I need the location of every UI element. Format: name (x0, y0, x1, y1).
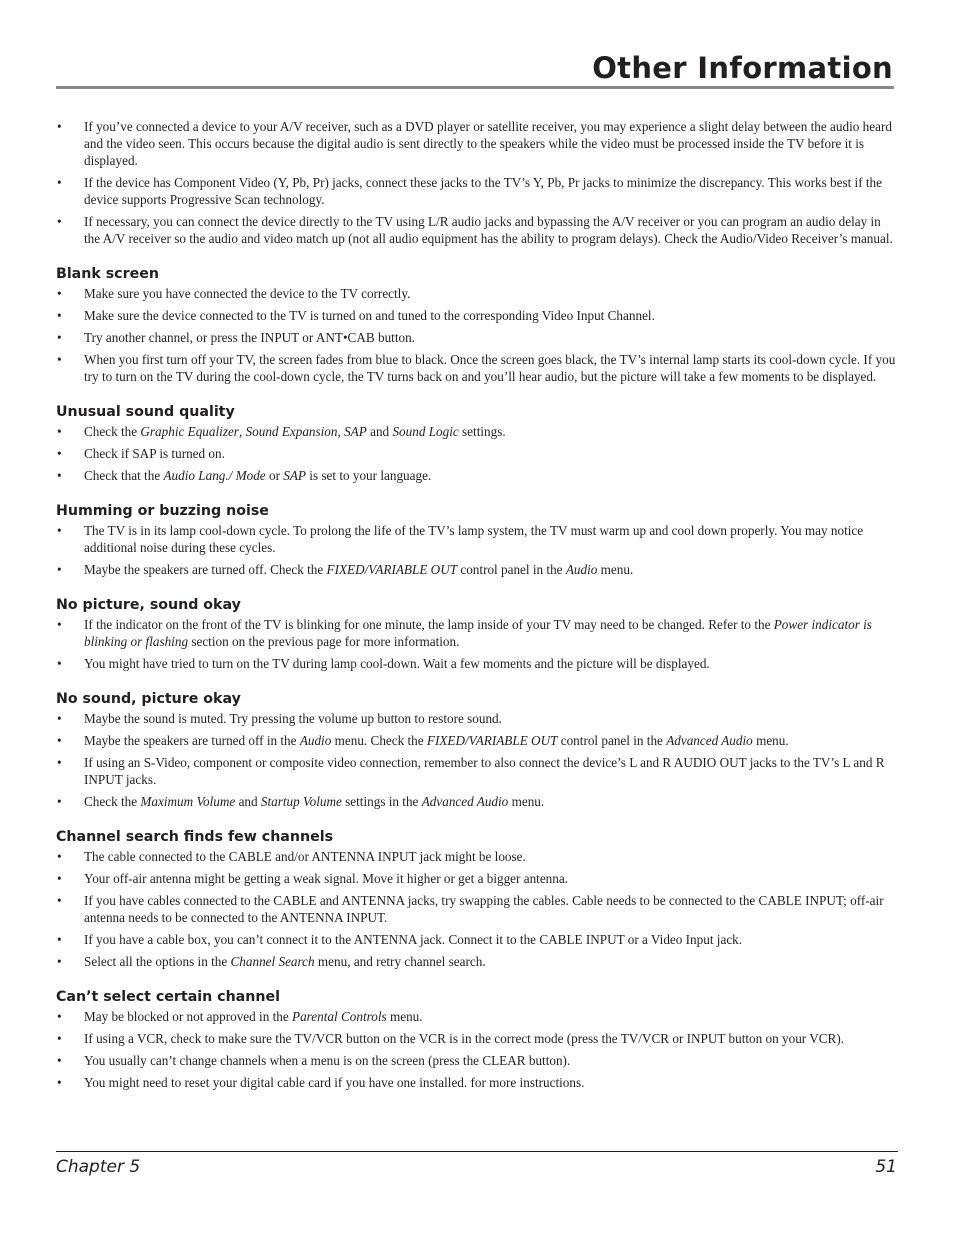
unusual-sound-list (56, 423, 898, 484)
list-item: • Make sure you have connected the device to the TV correctly. (56, 285, 898, 302)
list-item: • You might need to reset your digital cable card if you have one installed. for more instructions. (56, 1074, 898, 1091)
footer-divider (56, 1151, 898, 1152)
title-divider (56, 86, 894, 89)
page-content (56, 118, 898, 1096)
list-item: • If you have a cable box, you can’t connect it to the ANTENNA jack. Connect it to the CABLE INPUT or a Video Input jack. (56, 931, 898, 948)
no-sound-list (56, 710, 898, 810)
list-item: • You usually can’t change channels when a menu is on the screen (press the CLEAR button). (56, 1052, 898, 1069)
intro-list (56, 118, 898, 247)
humming-list (56, 522, 898, 578)
list-item: • Maybe the speakers are turned off in the Audio menu. Check the FIXED/VARIABLE OUT control panel in the Advanced Audio menu. (56, 732, 898, 749)
section-heading-unusual-sound: Unusual sound quality (56, 404, 235, 420)
list-item: • May be blocked or not approved in the Parental Controls menu. (56, 1008, 898, 1025)
list-item: • The TV is in its lamp cool-down cycle. To prolong the life of the TV’s lamp system, the TV must warm up and cool down properly. You may notice additional noise during these cycles. (56, 522, 898, 556)
list-item: • Maybe the sound is muted. Try pressing the volume up button to restore sound. (56, 710, 898, 727)
section-heading-channel-search: Channel search finds few channels (56, 829, 334, 845)
section-heading-no-picture: No picture, sound okay (56, 597, 241, 613)
cant-select-list (56, 1008, 898, 1091)
list-item: • You might have tried to turn on the TV during lamp cool-down. Wait a few moments and the picture will be displayed. (56, 655, 898, 672)
channel-search-list (56, 848, 898, 970)
list-item: • If the indicator on the front of the TV is blinking for one minute, the lamp inside of your TV may need to be changed. Refer to the Power indicator is blinking or flashing section on the previous page for more information. (56, 616, 898, 650)
footer-page-number: 51 (875, 1157, 897, 1177)
list-item: • Check that the Audio Lang./ Mode or SAP is set to your language. (56, 467, 898, 484)
footer-chapter-label: Chapter 5 (56, 1157, 141, 1177)
list-item: • Select all the options in the Channel Search menu, and retry channel search. (56, 953, 898, 970)
section-heading-cant-select: Can’t select certain channel (56, 989, 280, 1005)
list-item: • Make sure the device connected to the TV is turned on and tuned to the corresponding Video Input Channel. (56, 307, 898, 324)
section-heading-blank-screen: Blank screen (56, 266, 159, 282)
list-item: • If using a VCR, check to make sure the TV/VCR button on the VCR is in the correct mode (press the TV/VCR or INPUT button on your VCR). (56, 1030, 898, 1047)
list-item: • If using an S-Video, component or composite video connection, remember to also connect the device’s L and R AUDIO OUT jacks to the TV’s L and R INPUT jacks. (56, 754, 898, 788)
list-item: • Try another channel, or press the INPUT or ANT•CAB button. (56, 329, 898, 346)
list-item: • Check the Graphic Equalizer, Sound Expansion, SAP and Sound Logic settings. (56, 423, 898, 440)
section-heading-humming: Humming or buzzing noise (56, 503, 269, 519)
no-picture-list (56, 616, 898, 672)
blank-screen-list (56, 285, 898, 385)
list-item: • If necessary, you can connect the device directly to the TV using L/R audio jacks and bypassing the A/V receiver or you can program an audio delay in the A/V receiver so the audio and video match up (not all audio equipment has the ability to program delays). Check the Audio/Video Receiver’s manual. (56, 213, 898, 247)
list-item: • Check the Maximum Volume and Startup Volume settings in the Advanced Audio menu. (56, 793, 898, 810)
list-item: • If you’ve connected a device to your A/V receiver, such as a DVD player or satellite receiver, you may experience a slight delay between the audio heard and the video seen. This occurs because the digital audio is sent directly to the speakers while the video must be processed inside the TV before it is displayed. (56, 118, 898, 169)
page-title: Other Information (592, 51, 893, 85)
list-item: • Your off-air antenna might be getting a weak signal. Move it higher or get a bigger antenna. (56, 870, 898, 887)
list-item: • Maybe the speakers are turned off. Check the FIXED/VARIABLE OUT control panel in the Audio menu. (56, 561, 898, 578)
list-item: • If you have cables connected to the CABLE and ANTENNA jacks, try swapping the cables. Cable needs to be connected to the CABLE INPUT; off-air antenna needs to be connected to the ANTENNA INPUT. (56, 892, 898, 926)
list-item: • When you first turn off your TV, the screen fades from blue to black. Once the screen goes black, the TV’s internal lamp starts its cool-down cycle. If you try to turn on the TV during the cool-down cycle, the TV turns back on and you’ll hear audio, but the picture will take a few moments to be displayed. (56, 351, 898, 385)
list-item: • If the device has Component Video (Y, Pb, Pr) jacks, connect these jacks to the TV’s Y, Pb, Pr jacks to minimize the discrepancy. This works best if the device supports Progressive Scan technology. (56, 174, 898, 208)
list-item: • The cable connected to the CABLE and/or ANTENNA INPUT jack might be loose. (56, 848, 898, 865)
section-heading-no-sound: No sound, picture okay (56, 691, 241, 707)
list-item: • Check if SAP is turned on. (56, 445, 898, 462)
